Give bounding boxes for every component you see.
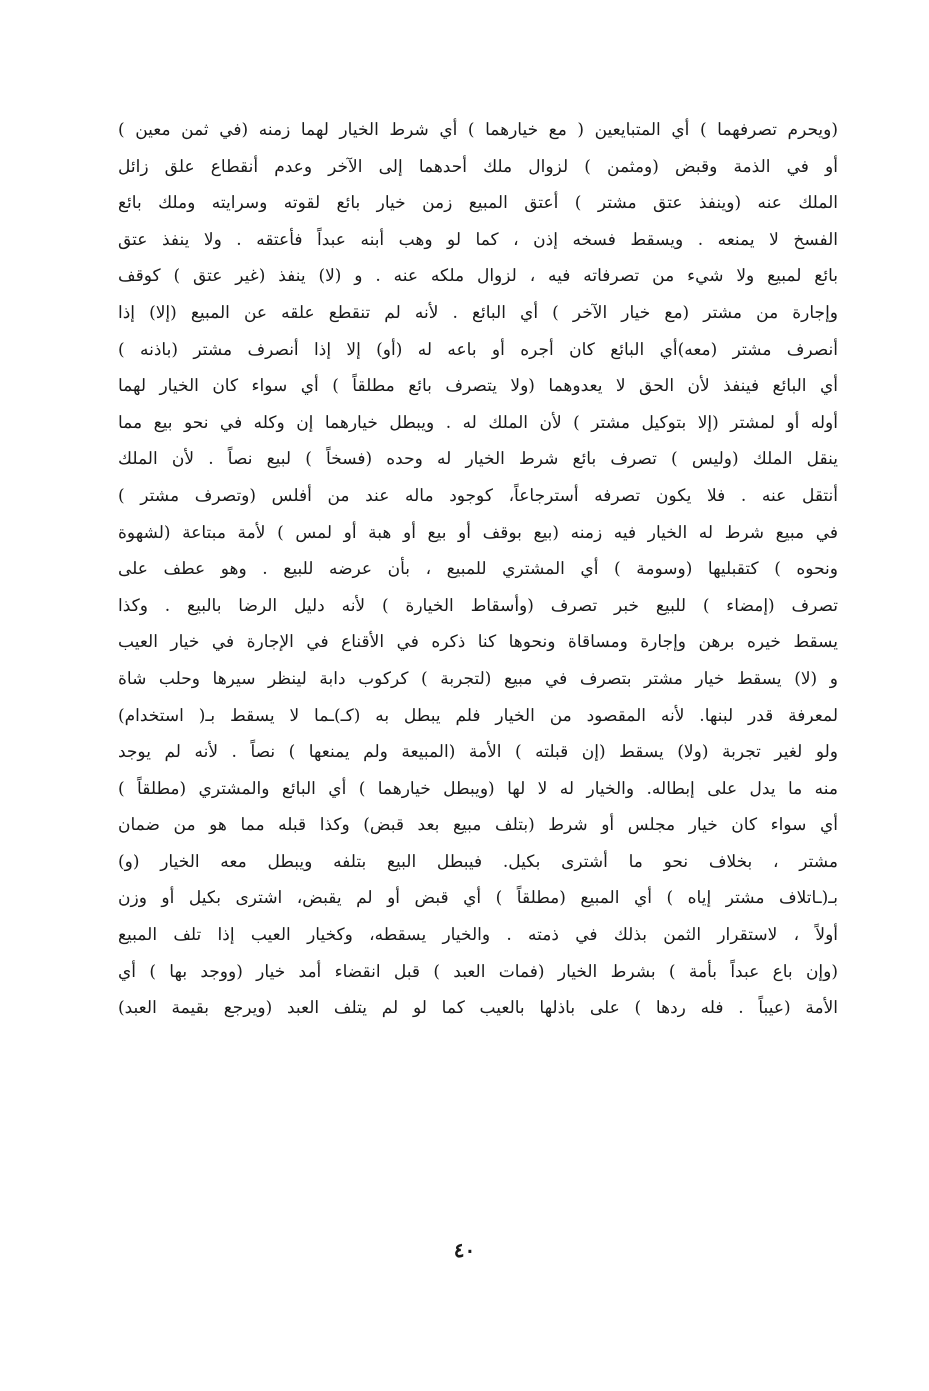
text-line: أولاً ، لاستقرار الثمن بذلك في ذمته . والخيار يسقطه، وكخيار العيب إذا تلف المبيع [118,925,838,946]
text-line: (ويحرم تصرفهما ) أي المتبايعين ( مع خيارهما ) أي شرط الخيار لهما زمنه (في ثمن معين ) [118,120,838,140]
text-line: أي سواء كان خيار مجلس أو شرط (بتلف مبيع بعد قبض) وكذا قبله مما هو من ضمان [118,815,838,836]
text-line: (وإن باع عبداً بأمة ) بشرط الخيار (فمات العبد ) قبل انقضاء أمد خيار (ووجد بها ) أي [118,961,838,982]
text-line: ولو لغير تجربة (ولا) يسقط (إن قبلته ) الأمة (المبيعة ولم يمنعها ) نصاً . لأنه لم يوجد [118,742,838,763]
text-line: أي البائع فينفذ لأن الحق لا يعدوهما (ولا يتصرف بائع مطلقاً ) أي سواء كان الخيار لهما [118,376,838,397]
text-line: أنتقل عنه . فلا يكون تصرفه أسترجاعاً، كوجود ماله عند من أفلس (وتصرف مشتر ) [118,485,838,506]
text-line: منه ما يدل على إبطاله. والخيار له لا لها (ويبطل خيارهما ) أي البائع والمشتري (مطلقاً ) [118,778,838,799]
text-line: أوله أو لمشتر (إلا بتوكيل مشتر ) لأن الملك له . ويبطل خيارهما إن وكله في نحو بيع مما [118,412,838,433]
text-line: مشتر ، بخلاف نحو ما أشترى بكيل. فيبطل البيع بتلفه ويبطل معه الخيار (و) [118,851,838,872]
text-line: يسقط خيره برهن وإجارة ومساقاة ونحوها كنا ذكره في الأقناع في الإجارة في خيار العيب [118,632,838,653]
page-number: ٤٠ [453,1238,476,1262]
text-line: بائع لمبيع ولا شيء من تصرفاته فيه ، لزوال ملكه عنه . و (لا) ينفذ (غير عتق ) كوقف [118,266,838,287]
text-line: الأمة (عيباً . فله ردها ) على باذلها بالعيب كما لو لم يتلف العبد (ويرجع بقيمة العبد) [118,998,838,1019]
text-line: لمعرفة قدر لبنها. لأنه المقصود من الخيار فلم يبطل به (كـ)ـما لا يسقط بـ( استخدام) [118,705,838,726]
body-text [118,112,838,1027]
text-line: ونحوه ) كتقبليها (وسومة ) أي المشتري للمبيع ، بأن عرضه للبيع . وهو عطف على [118,559,838,580]
text-line: ينقل الملك (وليس ) تصرف بائع شرط الخيار له وحده (فسخاً ) لبيع نصاً . لأن الملك [118,449,838,470]
text-line: في مبيع شرط له الخيار فيه زمنه (بيع بوقف أو بيع أو هبة أو لمس ) لأمة مبتاعة (لشهوة [118,522,838,543]
text-line: أنصرف مشتر (معه)أي البائع كان أجره أو باعه له (أو) إلا إذا أنصرف مشتر (باذنه ) [118,339,838,360]
text-line: وإجارة من مشتر (مع خيار الآخر ) أي البائع . لأنه لم تنقطع علقه عن المبيع (إلا) إذا [118,302,838,323]
text-line: تصرف (إمضاء ) للبيع خبر تصرف (وأسقاط الخيارة ) لأنه دليل الرضا بالبيع . وكذا [118,595,838,616]
text-line: بـ(ـاتلاف مشتر إياه ) أي المبيع (مطلقاً ) أي قبض أو لم يقبض، اشترى بكيل أو وزن [118,888,838,909]
text-line: الفسخ لا يمنعه . ويسقط فسخه إذن ، كما لو وهب أبنه عبداً فأعتقه . ولا ينفذ عتق [118,229,838,250]
text-line: الملك عنه (وينفذ عتق مشتر ) أعتق المبيع زمن خيار بائع لقوته وسرايته وملك بائع [118,193,838,214]
text-line: أو في الذمة وقبض (ومثمن ) لزوال ملك أحدهما إلى الآخر وعدم أنقطاع علق زائل [118,156,838,177]
text-line: و (لا) يسقط خيار مشتر بتصرف في مبيع (لتجربة ) كركوب دابة لينظر سيرها وحلب شاة [118,668,838,689]
